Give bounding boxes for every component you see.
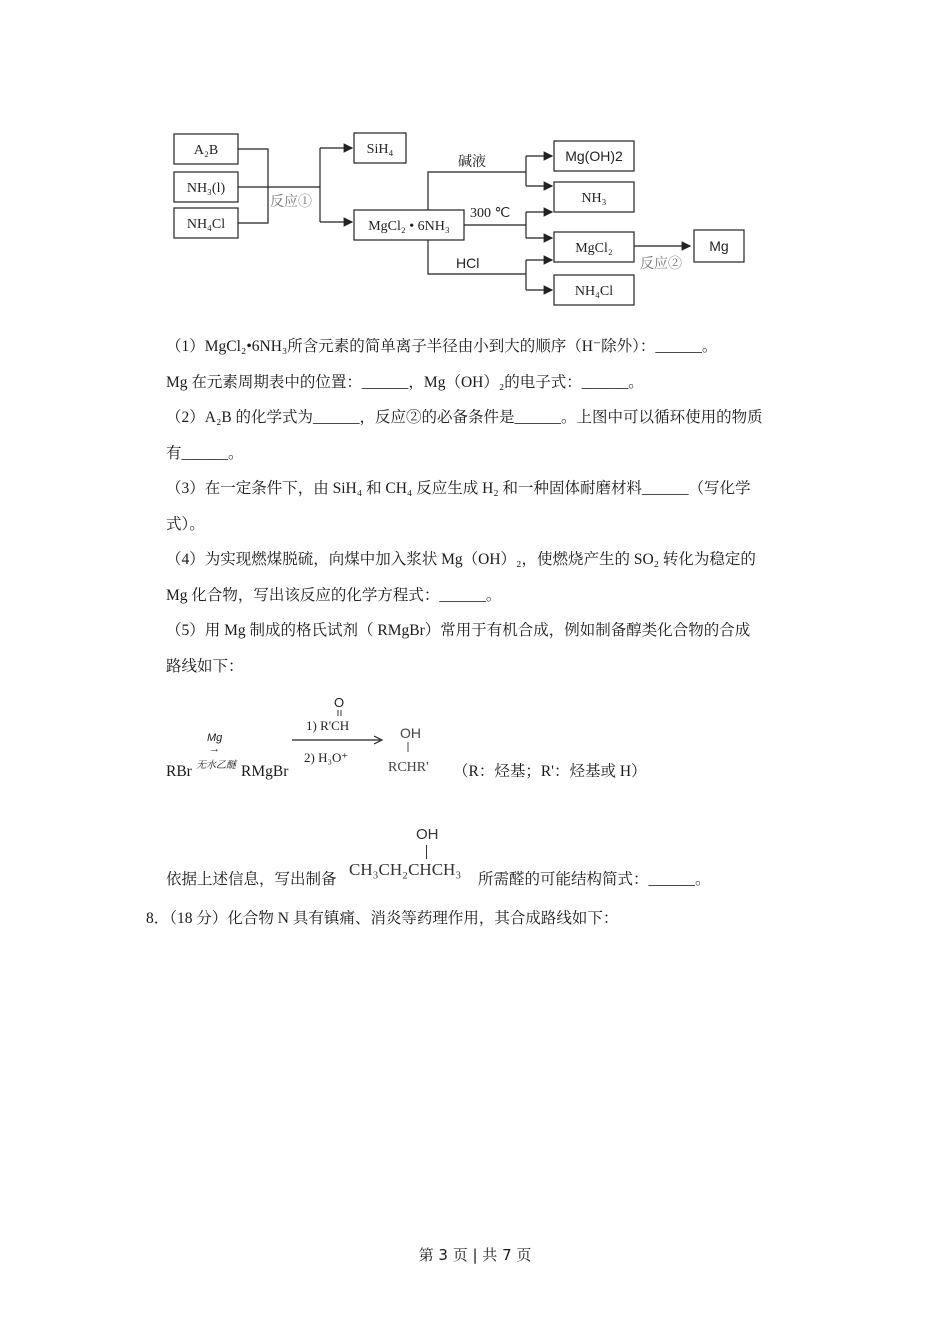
- q5-line1: （5）用 Mg 制成的格氏试剂（ RMgBr）常用于有机合成，例如制备醇类化合物的合成: [166, 622, 751, 639]
- scheme-arrow-small: →: [209, 743, 220, 755]
- scheme-note: （R：烃基；R'：烃基或 H）: [453, 763, 647, 780]
- product-oh: OH: [400, 725, 421, 741]
- q1-line2: Mg 在元素周期表中的位置：______，Mg（OH）₂的电子式：______。: [166, 374, 644, 391]
- box-sih4-text: SiH₄: [366, 142, 394, 157]
- reaction2-label: 反应②: [640, 257, 682, 272]
- box-nh4cl-left-text: NH₄Cl: [186, 217, 226, 232]
- scheme-rbr: RBr: [166, 763, 192, 780]
- box-nh4cl-right-text: NH₄Cl: [574, 284, 614, 299]
- q1-line1: （1）MgCl₂•6NH₃所含元素的简单离子半径由小到大的顺序（H⁻除外）：______。: [166, 338, 718, 355]
- step2-text: 2) H₃O⁺: [304, 750, 349, 765]
- product-text: RCHR': [388, 760, 429, 775]
- scheme-rmgbr: RMgBr: [241, 763, 289, 780]
- scheme-solvent: 无水乙醚: [196, 760, 236, 771]
- flow-diagram: [160, 120, 760, 320]
- q3-line2: 式）。: [166, 516, 205, 533]
- q3-line1: （3）在一定条件下，由 SiH₄ 和 CH₄ 反应生成 H₂ 和一种固体耐磨材料______（写化学: [166, 480, 751, 497]
- box-mg-text: Mg: [709, 238, 729, 254]
- box-nh3l-text: NH₃(l): [186, 181, 226, 196]
- page-footer: 第 3 页 | 共 7 页: [418, 1246, 532, 1264]
- question-8: 8．（18 分）化合物 N 具有镇痛、消炎等药理作用，其合成路线如下：: [146, 910, 619, 927]
- q2-line2: 有______。: [166, 445, 244, 462]
- scheme-reaction-arrow: [290, 690, 450, 780]
- target-suffix: 所需醛的可能结构简式：______。: [478, 871, 711, 888]
- box-mgcl2-text: MgCl₂: [575, 241, 613, 256]
- target-bond: [426, 845, 427, 859]
- aldehyde-o: O: [334, 695, 345, 710]
- alkali-label: 碱液: [458, 155, 486, 170]
- q2-line1: （2）A₂B 的化学式为______，反应②的必备条件是______。上图中可以循环使用的物质: [166, 409, 763, 426]
- box-mgoh2-text: Mg(OH)2: [565, 148, 623, 164]
- q5-line2: 路线如下：: [166, 658, 244, 675]
- box-nh3-text: NH₃: [581, 191, 607, 206]
- box-mgcl2-6nh3-text: MgCl₂ • 6NH₃: [368, 219, 450, 234]
- hcl-label: HCl: [456, 255, 480, 271]
- target-formula: CH₃CH₂CHCH₃: [349, 860, 462, 879]
- scheme-mg-reagent: Mg: [207, 732, 223, 744]
- q4-line1: （4）为实现燃煤脱硫，向煤中加入浆状 Mg（OH）₂，使燃烧产生的 SO₂ 转化为稳定的: [166, 551, 756, 568]
- target-prefix: 依据上述信息，写出制备: [166, 871, 337, 888]
- reaction1-label: 反应①: [270, 195, 312, 210]
- target-oh: OH: [416, 826, 439, 843]
- step1-text: 1) R'CH: [306, 718, 350, 733]
- q4-line2: Mg 化合物，写出该反应的化学方程式：______。: [166, 587, 502, 604]
- temp-label: 300 ℃: [470, 206, 511, 221]
- box-a2b-text: A₂B: [193, 143, 219, 158]
